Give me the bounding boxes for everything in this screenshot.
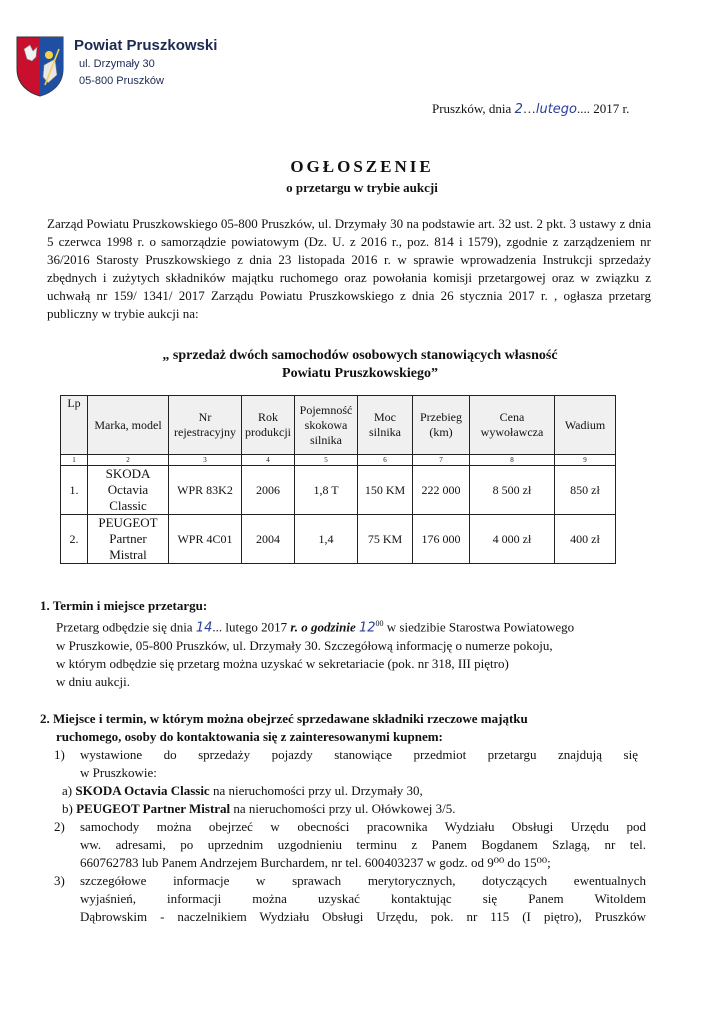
cell-engine: 1,4 — [295, 515, 358, 564]
table-row — [61, 515, 616, 564]
item-a-text: na nieruchomości przy ul. Drzymały 30, — [212, 783, 423, 798]
s1-t1: Przetarg odbędzie się dnia — [56, 619, 193, 635]
item-a — [62, 782, 423, 800]
item3-line3: Dąbrowskim - naczelnikiem Wydziału Obsługi Urzędu, pok. nr 115 (I piętro), Pruszków — [80, 909, 646, 924]
cell-year: 2006 — [242, 466, 295, 515]
th-price: Cena wywoławcza — [470, 396, 555, 455]
item3-num: 3) — [54, 873, 65, 888]
th-num: 3 — [169, 455, 242, 466]
th-num: 1 — [61, 455, 88, 466]
cell-power: 150 KM — [358, 466, 413, 515]
section1-line3: w którym odbędzie się przetarg można uzyskać w sekretariacie (pok. nr 318, III piętro) — [56, 656, 509, 672]
th-num: 6 — [358, 455, 413, 466]
table-row — [61, 466, 616, 515]
cell-lp: 2. — [61, 515, 88, 564]
date-suffix: 2017 r. — [593, 101, 630, 116]
section2-heading — [40, 710, 640, 746]
th-num: 4 — [242, 455, 295, 466]
s1-hour: 12 — [359, 620, 376, 636]
intro-paragraph: Zarząd Powiatu Pruszkowskiego 05-800 Pruszków, ul. Drzymały 30 na podstawie art. 32 ust. 2 pkt. 3 ustawy z dnia 5 czerwca 1998 r. o samorządzie powiatowym (Dz. U. z 2016 r., poz. 814 i 1579), zgodnie z zarządzeniem nr 36/2016 Starosty Pruszkowskiego z dnia 23 listopada 2016 r. w sprawie wprowadzenia Instrukcji sprzedaży zbędnych i zużytych składników majątku ruchomego oraz powołania komisji przetargowej oraz w związku z uchwałą nr 159/ 1341/ 2017 Zarządu Powiatu Pruszkowskiego z dnia 26 stycznia 2017 r. , ogłasza przetarg publiczny w trybie aukcji na: — [47, 216, 651, 321]
section1-heading: 1. Termin i miejsce przetargu: — [40, 598, 208, 613]
org-address-street: ul. Drzymały 30 — [79, 58, 155, 70]
document-title: OGŁOSZENIE — [290, 157, 434, 176]
item2-line3: 660762783 lub Panem Andrzejem Burchardem, nr tel. 600403237 w godz. od 9⁰⁰ do 15⁰⁰; — [80, 855, 551, 870]
item1-num: 1) — [54, 747, 65, 762]
item-b-label: b) — [62, 801, 73, 816]
th-num: 7 — [413, 455, 470, 466]
item1-line2: w Pruszkowie: — [80, 765, 157, 780]
th-deposit: Wadium — [555, 396, 616, 455]
cell-mileage: 222 000 — [413, 466, 470, 515]
s1-hour-sup: 00 — [375, 619, 384, 628]
date-day: 2 — [514, 102, 523, 117]
document-subtitle: o przetargu w trybie aukcji — [286, 180, 438, 195]
th-num: 9 — [555, 455, 616, 466]
section2-heading-line1: 2. Miejsce i termin, w którym można obejrzeć sprzedawane składniki rzeczowe majątku — [40, 711, 528, 726]
item-b-text: na nieruchomości przy ul. Ołówkowej 3/5. — [233, 801, 456, 816]
cell-model: PEUGEOT Partner Mistral — [88, 515, 169, 564]
org-address-city: 05-800 Pruszków — [79, 75, 164, 87]
section2-heading-line2: ruchomego, osoby do kontaktowania się z zainteresowanymi kupnem: — [56, 729, 443, 744]
auction-subject — [100, 347, 620, 383]
item2-num: 2) — [54, 819, 65, 834]
item3-line2: wyjaśnień, informacji można uzyskać kontaktując się Panem Witoldem — [80, 891, 646, 906]
section1-line4: w dniu aukcji. — [56, 674, 131, 690]
cell-mileage: 176 000 — [413, 515, 470, 564]
cell-deposit: 400 zł — [555, 515, 616, 564]
date-dots: … — [522, 101, 536, 116]
cell-engine: 1,8 T — [295, 466, 358, 515]
item-b-bold: PEUGEOT Partner Mistral — [76, 801, 231, 816]
th-num: 5 — [295, 455, 358, 466]
subject-line-2: Powiatu Pruszkowskiego” — [282, 366, 438, 381]
s1-t2: ... lutego 2017 — [212, 619, 288, 635]
item3-line1: szczegółowe informacje w sprawach merytorycznych, dotyczących ewentualnych — [80, 873, 646, 888]
item2-line1: samochody można obejrzeć w obecności pracownika Wydziału Obsługi Urzędu pod — [80, 819, 646, 834]
subject-line-1: „ sprzedaż dwóch samochodów osobowych stanowiących własność — [162, 348, 558, 363]
th-model: Marka, model — [88, 396, 169, 455]
th-registration: Nr rejestracyjny — [169, 396, 242, 455]
th-lp: Lp — [61, 396, 88, 455]
cell-price: 4 000 zł — [470, 515, 555, 564]
date-month: lutego — [535, 102, 578, 117]
item-b — [62, 800, 455, 818]
s1-t4: w siedzibie Starostwa Powiatowego — [386, 619, 575, 635]
cell-price: 8 500 zł — [470, 466, 555, 515]
th-num: 8 — [470, 455, 555, 466]
date-prefix: Pruszków, dnia — [432, 101, 512, 116]
th-engine: Pojemność skokowa silnika — [295, 396, 358, 455]
date-dots-2: .... — [577, 101, 591, 116]
item2-line2: ww. adresami, po uprzednim uzgodnieniu terminu z Panem Bogdanem Szlagą, nr tel. — [80, 837, 646, 852]
cell-deposit: 850 zł — [555, 466, 616, 515]
th-mileage: Przebieg (km) — [413, 396, 470, 455]
cell-registration: WPR 4C01 — [169, 515, 242, 564]
cell-year: 2004 — [242, 515, 295, 564]
org-name: Powiat Pruszkowski — [74, 37, 218, 54]
th-power: Moc silnika — [358, 396, 413, 455]
s1-day: 14 — [195, 620, 213, 636]
coat-of-arms-logo — [15, 35, 65, 97]
section1-line2: w Pruszkowie, 05-800 Pruszków, ul. Drzymały 30. Szczegółową informację o numerze pokoju, — [56, 638, 553, 654]
section1-body — [56, 615, 654, 691]
s1-t3: r. o godzinie — [290, 619, 356, 635]
item1-line1: wystawione do sprzedaży pojazdy stanowiące przedmiot przetargu znajdują się — [80, 747, 638, 762]
item-a-bold: SKODA Octavia Classic — [75, 783, 210, 798]
cell-power: 75 KM — [358, 515, 413, 564]
date-line — [432, 101, 629, 117]
cell-model: SKODA Octavia Classic — [88, 466, 169, 515]
section1-line1 — [56, 615, 654, 637]
th-year: Rok produkcji — [242, 396, 295, 455]
cell-registration: WPR 83K2 — [169, 466, 242, 515]
item-a-label: a) — [62, 783, 73, 798]
th-num: 2 — [88, 455, 169, 466]
vehicles-table — [60, 395, 616, 564]
cell-lp: 1. — [61, 466, 88, 515]
